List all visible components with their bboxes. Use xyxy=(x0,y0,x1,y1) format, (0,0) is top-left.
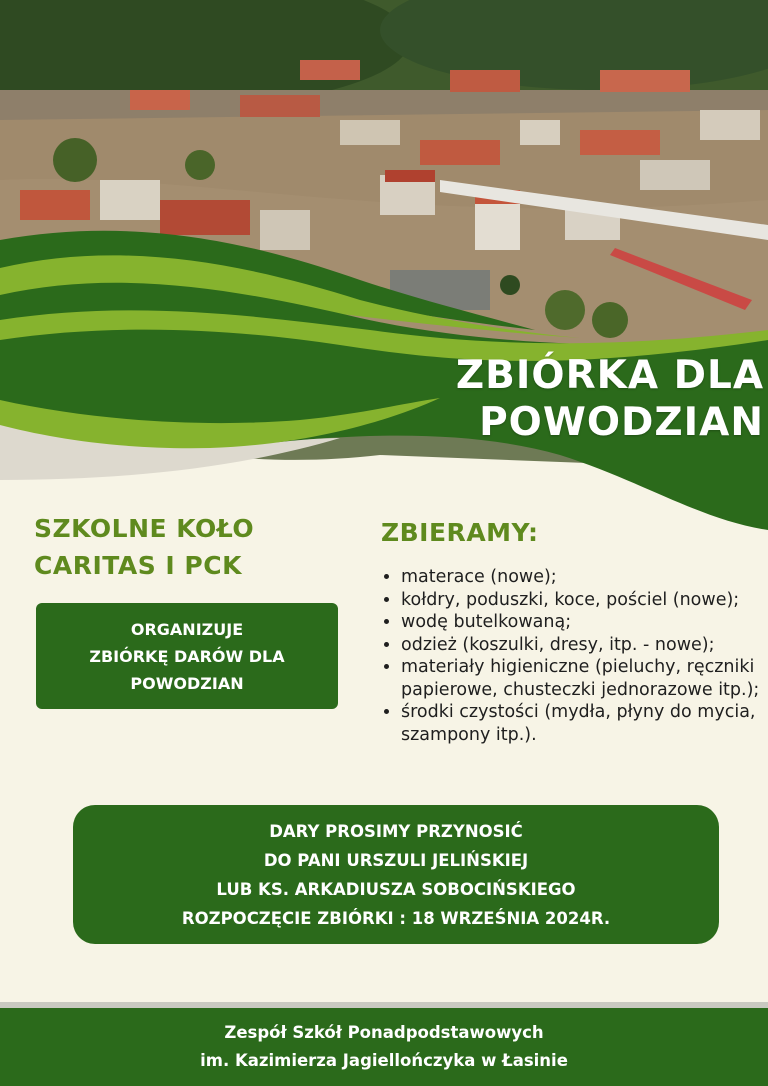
organizer-box-line-1: ORGANIZUJE xyxy=(130,619,244,639)
info-box xyxy=(73,805,719,944)
headline-line-2: POWODZIAN xyxy=(479,400,764,445)
collecting-item: • kołdry, poduszki, koce, pościel (nowe); xyxy=(401,589,768,612)
organizer-title-line-2: CARITAS I PCK xyxy=(34,551,242,580)
headline xyxy=(344,352,764,446)
footer-school-name: Zespół Szkół Ponadpodstawowych xyxy=(224,1023,544,1042)
info-line-3: LUB KS. ARKADIUSZA SOBOCIŃSKIEGO xyxy=(216,879,576,899)
info-line-2: DO PANI URSZULI JELIŃSKIEJ xyxy=(263,850,529,870)
footer xyxy=(0,1008,768,1086)
collecting-item: • wodę butelkowaną; xyxy=(401,611,768,634)
organizer-box-line-3: POWODZIAN xyxy=(130,673,244,693)
collecting-item: • materiały higieniczne (pieluchy, ręczniki papierowe, chusteczki jednorazowe itp.); xyxy=(401,656,768,701)
organizer-box-line-2: ZBIÓRKĘ DARÓW DLA xyxy=(89,646,285,666)
organizer-box xyxy=(36,603,338,709)
organizer-title-line-1: SZKOLNE KOŁO xyxy=(34,514,255,543)
info-line-1: DARY PROSIMY PRZYNOSIĆ xyxy=(269,821,523,841)
collecting-item: • odzież (koszulki, dresy, itp. - nowe); xyxy=(401,634,768,657)
info-start-date: ROZPOCZĘCIE ZBIÓRKI : 18 WRZEŚNIA 2024R. xyxy=(181,908,611,928)
footer-school-patron: im. Kazimierza Jagiellończyka w Łasinie xyxy=(200,1051,568,1070)
collecting-title: ZBIERAMY: xyxy=(381,518,539,547)
collecting-item: • środki czystości (mydła, płyny do mycia, szampony itp.). xyxy=(401,701,768,746)
collecting-list xyxy=(381,566,768,746)
organizer-title xyxy=(34,510,354,584)
collecting-item: • materace (nowe); xyxy=(401,566,768,589)
headline-line-1: ZBIÓRKA DLA xyxy=(455,353,764,398)
